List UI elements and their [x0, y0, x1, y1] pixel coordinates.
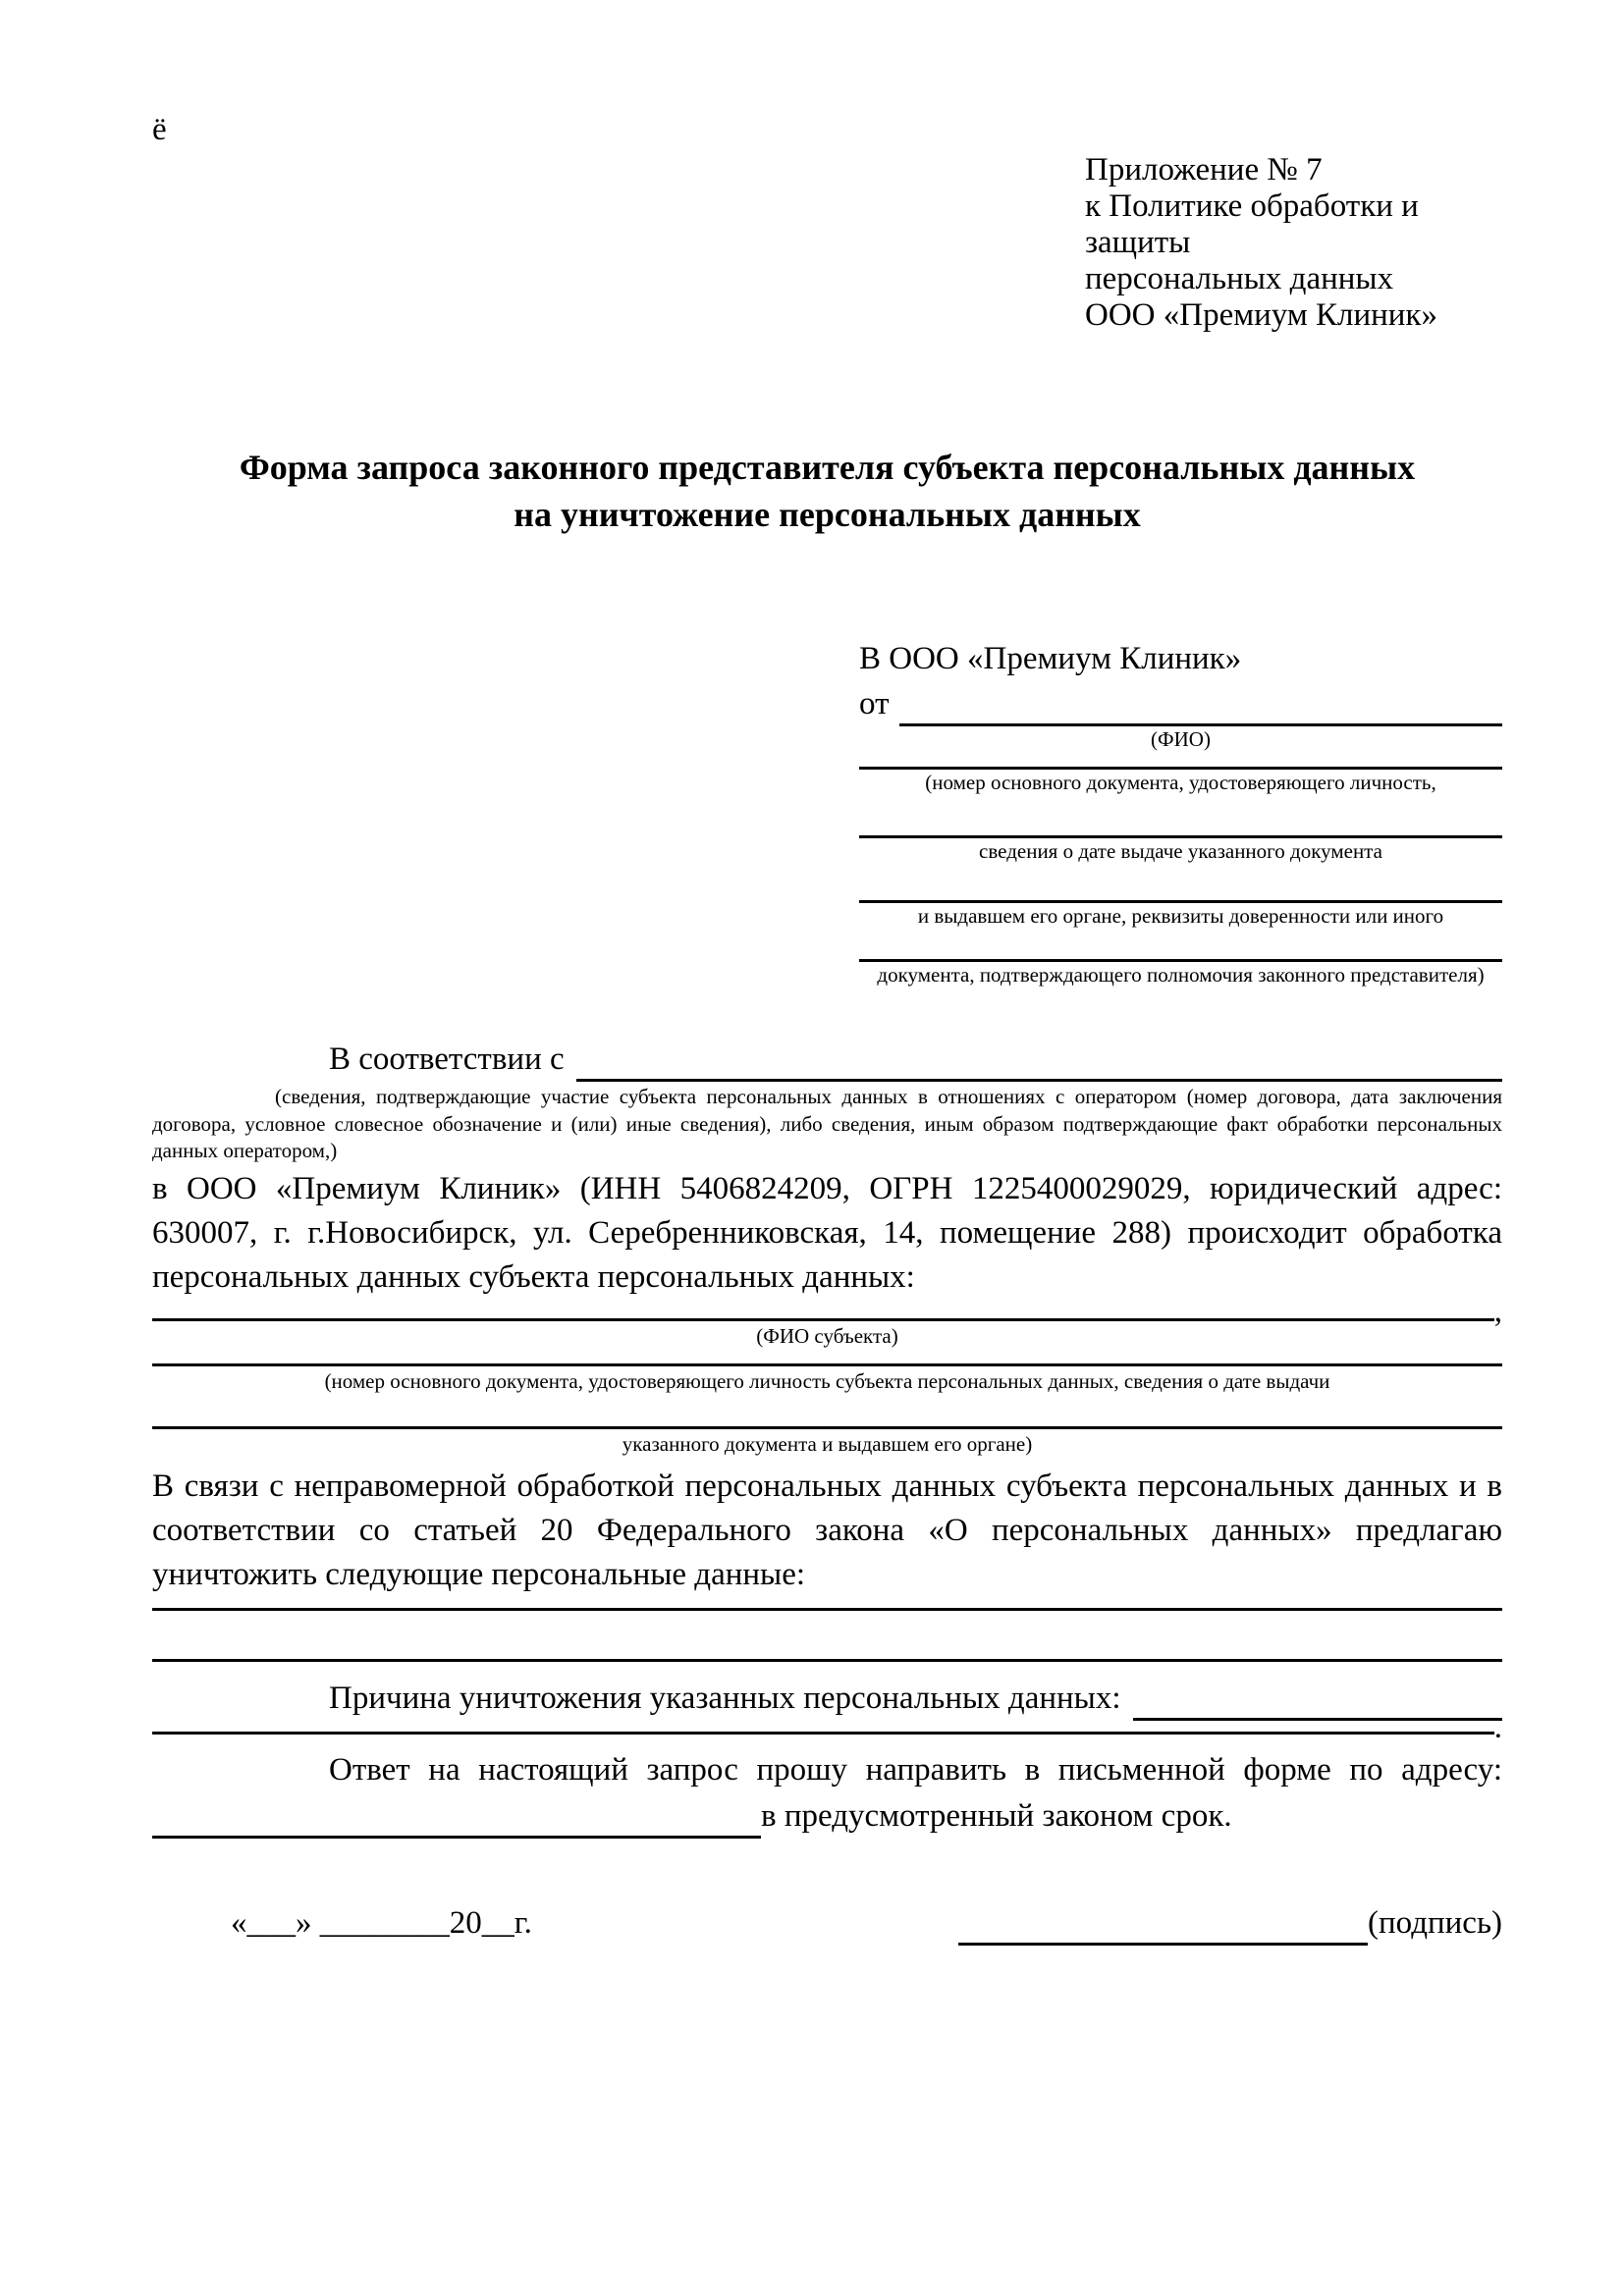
subject-doc-issuer-blank-line — [152, 1414, 1502, 1429]
from-label: от — [859, 686, 890, 721]
subject-doc-blank-line — [152, 1363, 1502, 1366]
doc-number-caption: (номер основного документа, удостоверяющего личность, — [925, 771, 1436, 794]
doc-date-blank-line — [859, 817, 1502, 838]
signature-blank-line — [958, 1943, 1368, 1946]
date-blank-text: «___» ________20__г. — [231, 1904, 532, 1941]
doc-issuer-blank-line — [859, 881, 1502, 903]
subject-doc-caption-1: (номер основного документа, удостоверяющего личность субъекта персональных данных, сведения о дате выдачи — [324, 1368, 1330, 1393]
doc-issuer-caption: и выдавшем его органе, реквизиты доверенности или иного — [917, 904, 1444, 928]
appendix-header-line-3: персональных данных — [1085, 261, 1394, 296]
accordance-row — [152, 1037, 1502, 1082]
accordance-caption: (сведения, подтверждающие участие субъекта персональных данных в отношениях с оператором (номер договора, дата заключения договора, условное словесное обозначение и (или) иные сведения), либо сведения, иным образом подтверждающие факт обработки персональных данных оператором,) — [152, 1085, 1502, 1162]
doc-number-blank-line — [859, 752, 1502, 770]
appendix-header-line-4: ООО «Премиум Клиник» — [1085, 297, 1437, 333]
form-title — [152, 444, 1502, 538]
subject-fio-row — [152, 1293, 1502, 1329]
data-to-destroy-blank-line-1 — [152, 1597, 1502, 1611]
destruction-reason-row — [152, 1676, 1502, 1721]
destruction-reason-blank-line — [1133, 1718, 1502, 1721]
signature-group — [958, 1901, 1502, 1946]
doc-date-caption: сведения о дате выдаче указанного документа — [979, 839, 1382, 863]
answer-tail-text: в предусмотренный законом срок. — [761, 1797, 1232, 1834]
answer-request-paragraph: Ответ на настоящий запрос прошу направить в письменной форме по адресу: — [329, 1751, 1502, 1788]
stray-char: ё — [152, 112, 167, 147]
form-title-line-1: Форма запроса законного представителя субъекта персональных данных — [239, 448, 1416, 487]
from-field-row — [859, 681, 1502, 726]
subject-fio-caption: (ФИО субъекта) — [756, 1323, 898, 1348]
accordance-blank-line — [576, 1079, 1502, 1082]
addressee-block — [859, 636, 1502, 988]
trailing-period: . — [1493, 1709, 1502, 1745]
trailing-comma: , — [1493, 1293, 1502, 1329]
answer-address-blank-line — [152, 1836, 761, 1839]
form-title-line-2: на уничтожение персональных данных — [514, 495, 1141, 534]
signature-caption: (подпись) — [1368, 1904, 1502, 1941]
footer-row — [152, 1901, 1502, 1946]
destruction-reason-row-2 — [152, 1709, 1502, 1745]
fio-caption: (ФИО) — [1151, 727, 1211, 751]
operator-paragraph: в ООО «Премиум Клиник» (ИНН 5406824209, ОГРН 1225400029029, юридический адрес: 630007, г. г.Новосибирск, ул. Серебренниковская, 14, помещение 288) происходит обработка персональных данных субъекта персональных данных: — [152, 1170, 1502, 1295]
destruction-reason-blank-line-2 — [152, 1732, 1494, 1735]
data-to-destroy-blank-line-2 — [152, 1640, 1502, 1662]
authority-doc-blank-line — [859, 940, 1502, 962]
appendix-header-line-1: Приложение № 7 — [1085, 152, 1323, 187]
accordance-lead: В соответствии с — [329, 1041, 565, 1077]
appendix-header — [1085, 152, 1502, 334]
subject-doc-caption-2: указанного документа и выдавшем его органе) — [622, 1431, 1033, 1456]
authority-doc-caption: документа, подтверждающего полномочия законного представителя) — [877, 963, 1485, 987]
unlawful-processing-paragraph: В связи с неправомерной обработкой персональных данных субъекта персональных данных и в соответствии со статьей 20 Федерального закона «О персональных данных» предлагаю уничтожить следующие персональные данные: — [152, 1468, 1502, 1592]
destruction-reason-lead: Причина уничтожения указанных персональных данных: — [329, 1680, 1121, 1716]
appendix-header-line-2: к Политике обработки и защиты — [1085, 188, 1419, 260]
answer-address-row — [152, 1793, 1502, 1839]
addressee-to: В ООО «Премиум Клиник» — [859, 641, 1242, 676]
subject-fio-blank-line — [152, 1318, 1494, 1321]
